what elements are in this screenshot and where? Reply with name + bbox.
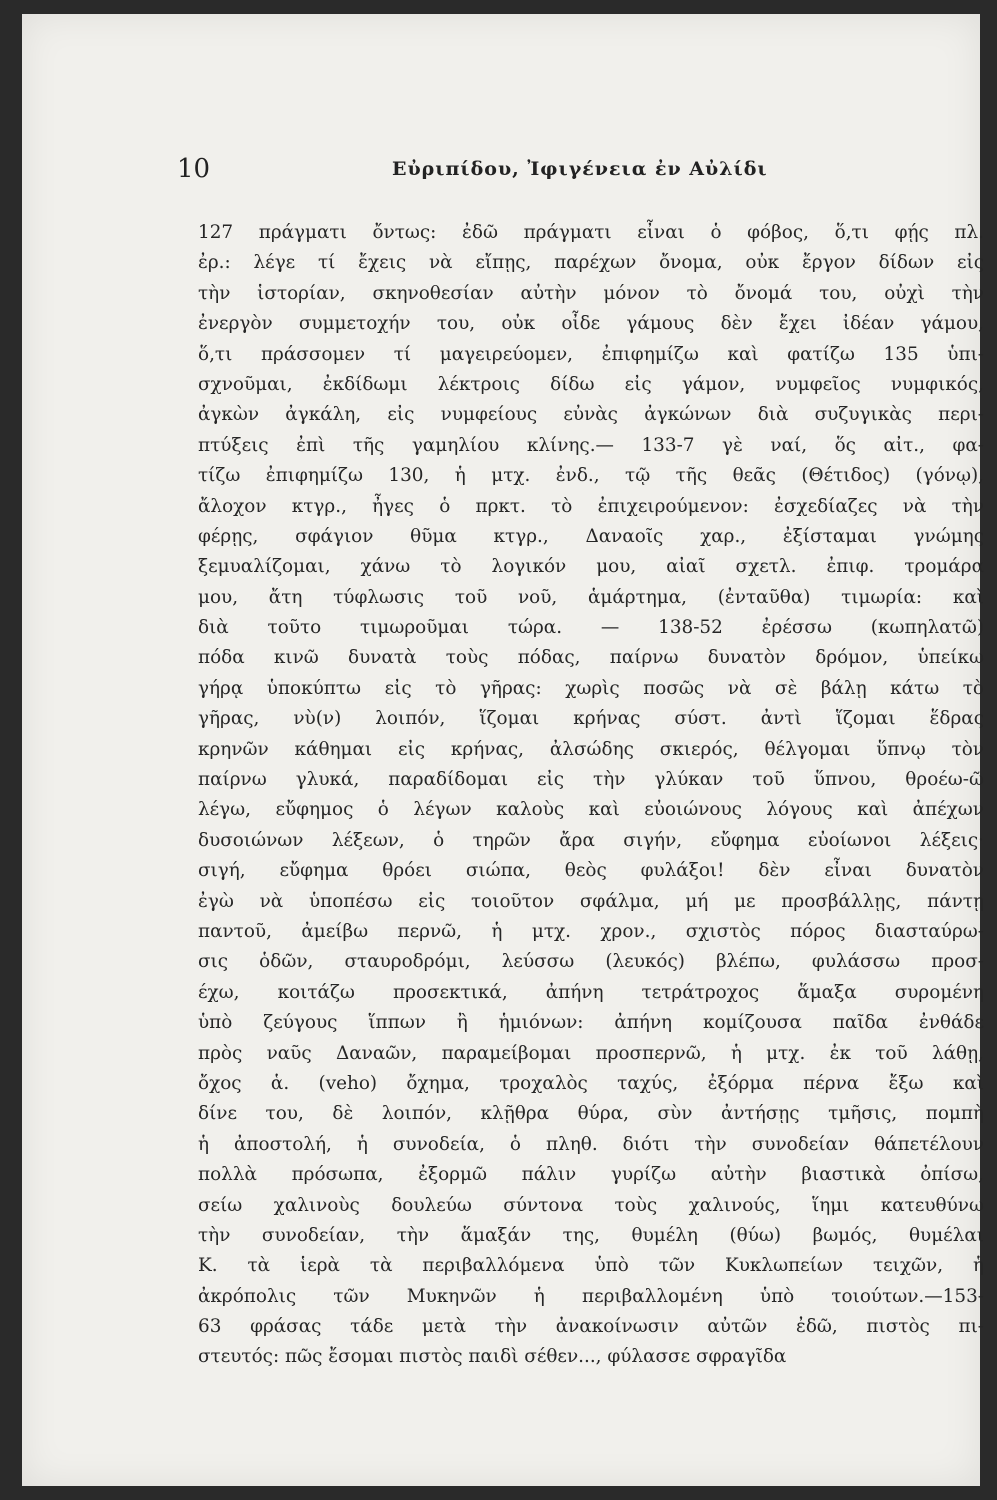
text-line: διὰ τοῦτο τιμωροῦμαι τώρα. — 138-52 ἐρέσσω (κωπηλατῶ) bbox=[198, 617, 984, 639]
text-line: ἐνεργὸν συμμετοχήν του, οὐκ οἶδε γάμους δὲν ἔχει ἰδέαν γάμου, bbox=[198, 313, 984, 335]
page-header bbox=[177, 154, 817, 194]
page-number: 10 bbox=[177, 154, 211, 184]
text-line: σιγή, εὔφημα θρόει σιώπα, θεὸς φυλάξοι! δὲν εἶναι δυνατὸν bbox=[198, 860, 984, 882]
text-line: 63 φράσας τάδε μετὰ τὴν ἀνακοίνωσιν αὐτῶν ἐδῶ, πιστὸς πι- bbox=[198, 1316, 984, 1338]
text-line: δίνε του, δὲ λοιπόν, κλῇθρα θύρα, σὺν ἀντήσῃς τμῆσις, πομπὴ bbox=[198, 1103, 984, 1125]
text-line: παίρνω γλυκά, παραδίδομαι εἰς τὴν γλύκαν τοῦ ὕπνου, θροέω-ῶ bbox=[198, 769, 984, 791]
text-line: τὴν ἱστορίαν, σκηνοθεσίαν αὐτὴν μόνον τὸ ὄνομά του, οὐχὶ τὴν bbox=[198, 282, 984, 304]
text-line: 127 πράγματι ὄντως: ἐδῶ πράγματι εἶναι ὁ φόβος, ὅ,τι φῄς πλ. bbox=[198, 222, 984, 243]
text-line: πτύξεις ἐπὶ τῆς γαμηλίου κλίνης.— 133-7 γὲ ναί, ὅς αἰτ., φα- bbox=[198, 434, 984, 456]
text-line: πολλὰ πρόσωπα, ἐξορμῶ πάλιν γυρίζω αὐτὴν βιαστικὰ ὀπίσω, bbox=[198, 1164, 984, 1186]
text-line: παντοῦ, ἀμείβω περνῶ, ἡ μτχ. χρον., σχιστὸς πόρος διασταύρω- bbox=[198, 920, 984, 942]
text-line: ἐγὼ νὰ ὑποπέσω εἰς τοιοῦτον σφάλμα, μή με προσβάλλῃς, πάντῃ bbox=[198, 890, 984, 912]
text-line: κρηνῶν κάθημαι εἰς κρήνας, ἀλσώδης σκιερός, θέλγομαι ὕπνῳ τὸν bbox=[198, 738, 984, 760]
text-line: δυσοιώνων λέξεων, ὁ τηρῶν ἄρα σιγήν, εὔφημα εὐοίωνοι λέξεις· bbox=[198, 829, 984, 851]
text-line: ὄχος ἁ. (veho) ὄχημα, τροχαλὸς ταχύς, ἐξόρμα πέρνα ἔξω καὶ bbox=[198, 1072, 984, 1094]
commentary-text bbox=[198, 218, 984, 1373]
text-line: ἐρ.: λέγε τί ἔχεις νὰ εἴπῃς, παρέχων ὄνομα, οὐκ ἔργον δίδων εἰς bbox=[198, 252, 984, 274]
text-line: ὅ,τι πράσσομεν τί μαγειρεύομεν, ἐπιφημίζω καὶ φατίζω 135 ὑπι- bbox=[198, 343, 984, 365]
text-line: φέρῃς, σφάγιον θῦμα κτγρ., Δαναοῖς χαρ., ἐξίσταμαι γνώμης bbox=[198, 525, 984, 547]
text-line: ἄλοχον κτγρ., ἦγες ὁ πρκτ. τὸ ἐπιχειρούμενον: ἐσχεδίαζες νὰ τὴν bbox=[198, 495, 984, 517]
text-line: ἀκρόπολις τῶν Μυκηνῶν ἡ περιβαλλομένη ὑπὸ τοιούτων.—153- bbox=[198, 1285, 984, 1307]
text-line: ὑπὸ ζεύγους ἵππων ἢ ἡμιόνων: ἀπήνη κομίζουσα παῖδα ἐνθάδε bbox=[198, 1012, 984, 1034]
text-line: ἡ ἀποστολή, ἡ συνοδεία, ὁ πληθ. διότι τὴν συνοδείαν θάπετέλουν bbox=[198, 1133, 984, 1155]
text-line: ἀγκὼν ἀγκάλη, εἰς νυμφείους εὐνὰς ἀγκώνων διὰ συζυγικὰς περι- bbox=[198, 404, 984, 426]
text-line: γῆρας, νὺ(ν) λοιπόν, ἵζομαι κρήνας σύστ. ἀντὶ ἵζομαι ἕδρας bbox=[198, 708, 984, 730]
document-page bbox=[22, 14, 984, 1486]
text-line: γήρᾳ ὑποκύπτω εἰς τὸ γῆρας: χωρὶς ποσῶς νὰ σὲ βάλῃ κάτω τὸ bbox=[198, 677, 984, 699]
text-line: λέγω, εὔφημος ὁ λέγων καλοὺς καὶ εὐοιώνους λόγους καὶ ἀπέχων bbox=[198, 799, 984, 821]
running-title: Εὐριπίδου, Ἰφιγένεια ἐν Αὐλίδι bbox=[392, 158, 768, 180]
text-line: ξεμυαλίζομαι, χάνω τὸ λογικόν μου, αἰαῖ σχετλ. ἐπιφ. τρομάρα bbox=[198, 556, 984, 578]
text-line: μου, ἄτη τύφλωσις τοῦ νοῦ, ἁμάρτημα, (ἐνταῦθα) τιμωρία: καὶ bbox=[198, 586, 984, 608]
text-line: σείω χαλινοὺς δουλεύω σύντονα τοὺς χαλινούς, ἵημι κατευθύνω bbox=[198, 1194, 984, 1216]
text-line: τὴν συνοδείαν, τὴν ἅμαξάν της, θυμέλη (θύω) βωμός, θυμέλαι bbox=[198, 1224, 984, 1246]
text-line: στευτός: πῶς ἔσομαι πιστὸς παιδὶ σέθεν..., φύλασσε σφραγῖδα bbox=[198, 1346, 787, 1368]
text-line: σχνοῦμαι, ἐκδίδωμι λέκτροις δίδω εἰς γάμον, νυμφεῖος νυμφικός, bbox=[198, 373, 984, 395]
text-line: Κ. τὰ ἱερὰ τὰ περιβαλλόμενα ὑπὸ τῶν Κυκλωπείων τειχῶν, ἡ bbox=[198, 1255, 984, 1277]
text-line: πόδα κινῶ δυνατὰ τοὺς πόδας, παίρνω δυνατὸν δρόμον, ὑπείκω bbox=[198, 647, 984, 669]
text-line: πρὸς ναῦς Δαναῶν, παραμείβομαι προσπερνῶ, ἡ μτχ. ἐκ τοῦ λάθῃ, bbox=[198, 1042, 984, 1064]
text-line: σις ὁδῶν, σταυροδρόμι, λεύσσω (λευκός) βλέπω, φυλάσσω προσ- bbox=[198, 951, 984, 973]
text-line: έχω, κοιτάζω προσεκτικά, ἀπήνη τετράτροχος ἅμαξα συρομένη bbox=[198, 981, 984, 1003]
text-line: τίζω ἐπιφημίζω 130, ἡ μτχ. ἐνδ., τῷ τῆς θεᾶς (Θέτιδος) (γόνῳ), bbox=[198, 465, 984, 487]
